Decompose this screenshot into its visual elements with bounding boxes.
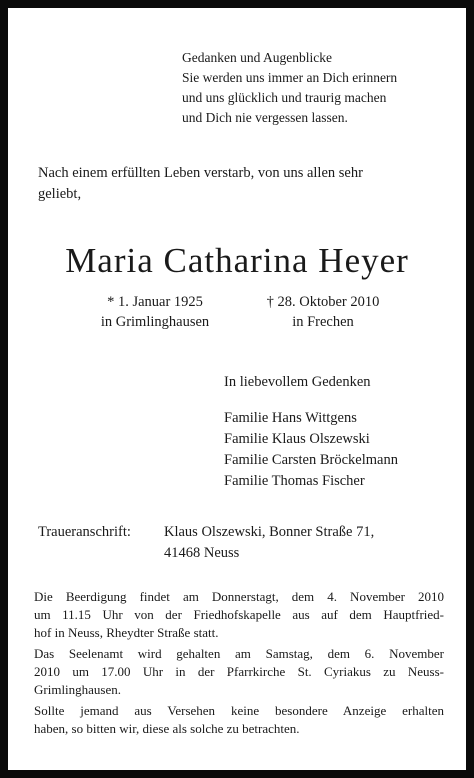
text-line: Das Seelenamt wird gehalten am Samstag, dem 6. November xyxy=(34,646,444,661)
text-line: Grimlinghausen. xyxy=(34,682,122,697)
family-name: Familie Thomas Fischer xyxy=(224,473,365,489)
death-place: in Frechen xyxy=(292,314,354,330)
poem-line: und uns glücklich und traurig machen xyxy=(182,90,387,105)
deceased-name: Maria Catharina Heyer xyxy=(65,241,409,280)
death-date: † 28. Oktober 2010 xyxy=(266,294,380,310)
text-line: 2010 um 17.00 Uhr in der Pfarrkirche St. Cyriakus zu Neuss- xyxy=(34,664,444,679)
death-info xyxy=(240,292,406,332)
family-list xyxy=(224,408,398,492)
text-line: Die Beerdigung findet am Donnerstagt, dem 4. November 2010 xyxy=(34,589,444,604)
birth-place: in Grimlinghausen xyxy=(100,314,210,330)
address-label: Traueranschrift: xyxy=(38,524,131,540)
remembrance-heading: In liebevollem Gedenken xyxy=(224,374,371,390)
intro-line: Nach einem erfüllten Leben verstarb, von uns allen sehr xyxy=(38,165,363,181)
text-line: hof in Neuss, Rheydter Straße statt. xyxy=(34,625,219,640)
intro-text xyxy=(38,163,448,205)
text-line: um 11.15 Uhr von der Friedhofskapelle aus auf dem Hauptfried- xyxy=(34,607,444,622)
birth-info xyxy=(70,292,240,332)
poem-line: Gedanken und Augenblicke xyxy=(182,50,332,65)
memorial-poem xyxy=(182,48,397,128)
poem-line: und Dich nie vergessen lassen. xyxy=(182,110,348,125)
family-name: Familie Klaus Olszewski xyxy=(224,431,370,447)
notice-paragraph xyxy=(34,702,444,738)
family-name: Familie Hans Wittgens xyxy=(224,410,357,426)
funeral-details xyxy=(34,588,444,741)
address-line: 41468 Neuss xyxy=(164,545,240,561)
birth-date: * 1. Januar 1925 xyxy=(107,294,203,310)
burial-paragraph xyxy=(34,588,444,642)
text-line: Sollte jemand aus Versehen keine besondere Anzeige erhalten xyxy=(34,703,444,718)
text-line: haben, so bitten wir, diese als solche zu betrachten. xyxy=(34,721,300,736)
family-name: Familie Carsten Bröckelmann xyxy=(224,452,398,468)
mourning-address xyxy=(38,522,374,564)
requiem-paragraph xyxy=(34,645,444,699)
address-line: Klaus Olszewski, Bonner Straße 71, xyxy=(164,524,375,540)
poem-line: Sie werden uns immer an Dich erinnern xyxy=(182,70,398,85)
intro-line: geliebt, xyxy=(38,186,82,202)
